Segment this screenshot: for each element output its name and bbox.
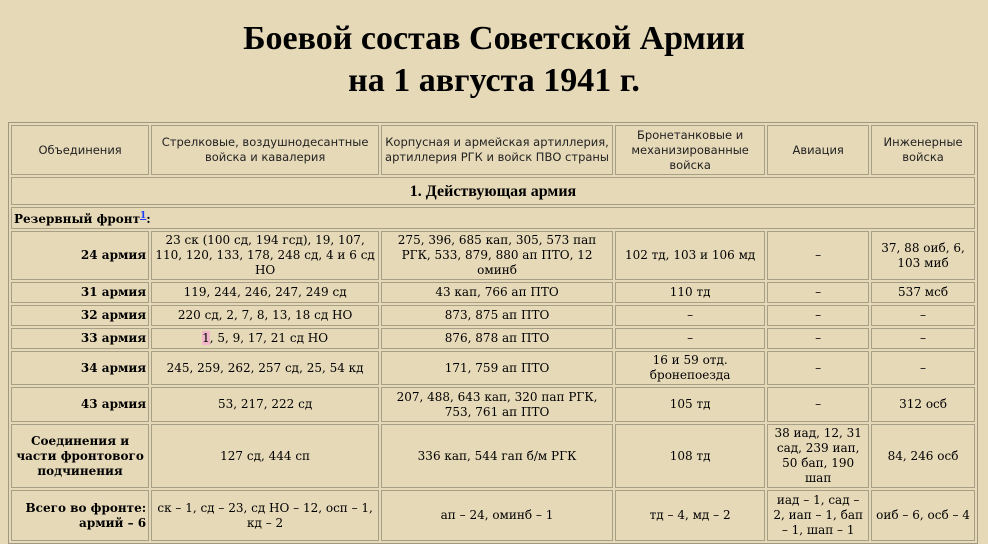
- combat-composition-table: [8, 122, 978, 544]
- artillery-cell: 171, 759 ап ПТО: [381, 351, 613, 385]
- table-row: [11, 424, 975, 488]
- header-aviation: Авиация: [767, 125, 869, 175]
- artillery-cell: 275, 396, 685 кап, 305, 573 пап РГК, 533, 879, 880 ап ПТО, 12 оминб: [381, 231, 613, 280]
- table-row: [11, 282, 975, 303]
- artillery-cell: 43 кап, 766 ап ПТО: [381, 282, 613, 303]
- rifle-cell: 245, 259, 262, 257 сд, 25, 54 кд: [151, 351, 379, 385]
- table-row: [11, 351, 975, 385]
- table-row: [11, 305, 975, 326]
- engineers-cell: –: [871, 328, 975, 349]
- artillery-cell: ап – 24, оминб – 1: [381, 490, 613, 541]
- aviation-cell: –: [767, 387, 869, 422]
- rifle-cell: 127 сд, 444 сп: [151, 424, 379, 488]
- aviation-cell: –: [767, 282, 869, 303]
- title-line-1: Боевой состав Советской Армии: [243, 20, 745, 57]
- engineers-cell: оиб – 6, осб – 4: [871, 490, 975, 541]
- engineers-cell: 37, 88 оиб, 6, 103 миб: [871, 231, 975, 280]
- armor-cell: 16 и 59 отд. бронепоезда: [615, 351, 765, 385]
- engineers-cell: 84, 246 осб: [871, 424, 975, 488]
- table-row: [11, 231, 975, 280]
- table-row: [11, 328, 975, 349]
- army-name: Всего во фронте: армий – 6: [11, 490, 149, 541]
- front-label: Резервный фронт: [14, 212, 141, 226]
- artillery-cell: 873, 875 ап ПТО: [381, 305, 613, 326]
- aviation-cell: –: [767, 351, 869, 385]
- artillery-cell: 207, 488, 643 кап, 320 пап РГК, 753, 761 ап ПТО: [381, 387, 613, 422]
- header-rifle: Стрелковые, воздушнодесантные войска и кавалерия: [151, 125, 379, 175]
- header-formations: Объединения: [11, 125, 149, 175]
- front-colon: :: [146, 212, 151, 226]
- armor-cell: 105 тд: [615, 387, 765, 422]
- aviation-cell: –: [767, 305, 869, 326]
- engineers-cell: 537 мсб: [871, 282, 975, 303]
- section-row: [11, 177, 975, 205]
- rifle-cell: [151, 328, 379, 349]
- front-label-cell: [11, 207, 975, 229]
- army-name: 31 армия: [11, 282, 149, 303]
- page-title: [0, 0, 988, 102]
- header-row: [11, 125, 975, 175]
- header-engineers: Инженерные войска: [871, 125, 975, 175]
- table-row: [11, 490, 975, 541]
- title-line-2: на 1 августа 1941 г.: [348, 62, 640, 99]
- artillery-cell: 336 кап, 544 гап б/м РГК: [381, 424, 613, 488]
- rifle-cell: 220 сд, 2, 7, 8, 13, 18 сд НО: [151, 305, 379, 326]
- footnote-link[interactable]: 1: [140, 211, 147, 221]
- army-name: 32 армия: [11, 305, 149, 326]
- aviation-cell: 38 иад, 12, 31 сад, 239 иап, 50 бап, 190 шап: [767, 424, 869, 488]
- engineers-cell: –: [871, 351, 975, 385]
- rifle-cell: 119, 244, 246, 247, 249 сд: [151, 282, 379, 303]
- armor-cell: 108 тд: [615, 424, 765, 488]
- army-name: 34 армия: [11, 351, 149, 385]
- header-armor: Бронетанковые и механизированные войска: [615, 125, 765, 175]
- section-title: 1. Действующая армия: [11, 177, 975, 205]
- header-artillery: Корпусная и армейская артиллерия, артиллерия РГК и войск ПВО страны: [381, 125, 613, 175]
- army-name: 33 армия: [11, 328, 149, 349]
- army-name: 43 армия: [11, 387, 149, 422]
- front-row: [11, 207, 975, 229]
- engineers-cell: –: [871, 305, 975, 326]
- rifle-text: , 5, 9, 17, 21 сд НО: [209, 331, 329, 345]
- aviation-cell: –: [767, 231, 869, 280]
- aviation-cell: –: [767, 328, 869, 349]
- table-row: [11, 387, 975, 422]
- aviation-cell: иад – 1, сад – 2, иап – 1, бап – 1, шап – 1: [767, 490, 869, 541]
- rifle-cell: 23 ск (100 сд, 194 гсд), 19, 107, 110, 120, 133, 178, 248 сд, 4 и 6 сд НО: [151, 231, 379, 280]
- armor-cell: тд – 4, мд – 2: [615, 490, 765, 541]
- armor-cell: 110 тд: [615, 282, 765, 303]
- rifle-cell: ск – 1, сд – 23, сд НО – 12, осп – 1, кд – 2: [151, 490, 379, 541]
- armor-cell: 102 тд, 103 и 106 мд: [615, 231, 765, 280]
- army-name: 24 армия: [11, 231, 149, 280]
- artillery-cell: 876, 878 ап ПТО: [381, 328, 613, 349]
- armor-cell: –: [615, 305, 765, 326]
- engineers-cell: 312 осб: [871, 387, 975, 422]
- army-name: Соединения и части фронтового подчинения: [11, 424, 149, 488]
- rifle-cell: 53, 217, 222 сд: [151, 387, 379, 422]
- armor-cell: –: [615, 328, 765, 349]
- highlighted-text: 1: [202, 331, 210, 345]
